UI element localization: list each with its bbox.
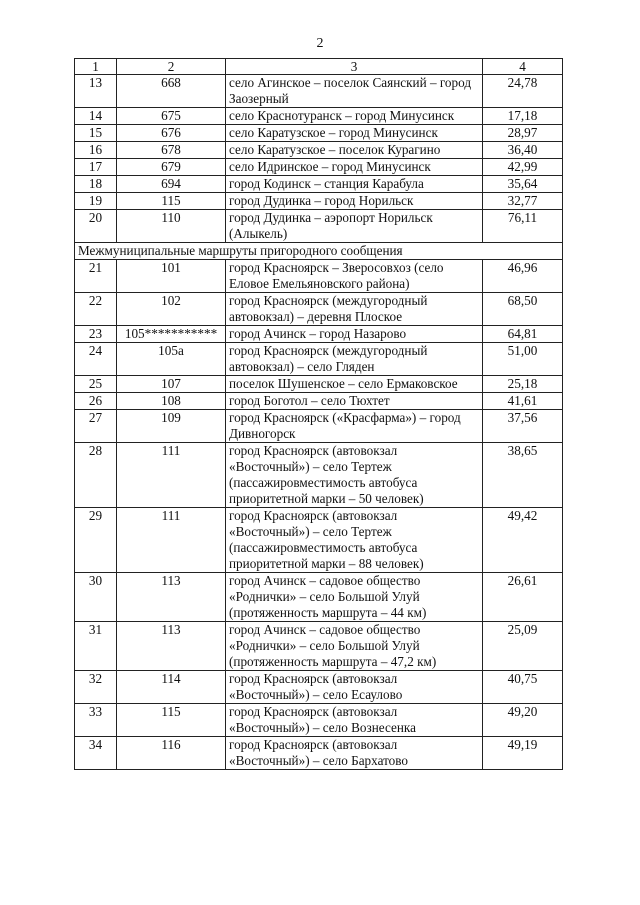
header-cell-3: 3: [226, 59, 483, 75]
route-code: 107: [117, 376, 226, 393]
route-value: 49,19: [483, 737, 563, 770]
route-description: город Красноярск (междугородный автовокзал) – село Гляден: [226, 343, 483, 376]
route-description: город Красноярск – Зверосовхоз (село Еловое Емельяновского района): [226, 260, 483, 293]
table-row: [75, 704, 563, 737]
route-code: 676: [117, 125, 226, 142]
route-value: 25,09: [483, 622, 563, 671]
route-code: 105***********: [117, 326, 226, 343]
table-row: [75, 508, 563, 573]
route-value: 64,81: [483, 326, 563, 343]
route-description: город Красноярск (автовокзал «Восточный») – село Тертеж (пассажировместимость автобуса приоритетной марки – 88 человек): [226, 508, 483, 573]
route-description: город Дудинка – город Норильск: [226, 193, 483, 210]
route-value: 38,65: [483, 443, 563, 508]
route-code: 113: [117, 573, 226, 622]
row-number: 21: [75, 260, 117, 293]
route-code: 102: [117, 293, 226, 326]
table-row: [75, 159, 563, 176]
route-code: 113: [117, 622, 226, 671]
routes-table: [74, 58, 563, 770]
route-code: 668: [117, 75, 226, 108]
table-row: [75, 210, 563, 243]
row-number: 31: [75, 622, 117, 671]
route-value: 26,61: [483, 573, 563, 622]
route-code: 114: [117, 671, 226, 704]
route-value: 76,11: [483, 210, 563, 243]
table-row: [75, 622, 563, 671]
route-value: 46,96: [483, 260, 563, 293]
route-value: 36,40: [483, 142, 563, 159]
route-description: город Красноярск («Красфарма») – город Дивногорск: [226, 410, 483, 443]
route-description: город Ачинск – город Назарово: [226, 326, 483, 343]
header-cell-1: 1: [75, 59, 117, 75]
route-value: 49,20: [483, 704, 563, 737]
row-number: 16: [75, 142, 117, 159]
row-number: 15: [75, 125, 117, 142]
route-code: 694: [117, 176, 226, 193]
route-code: 110: [117, 210, 226, 243]
table-row: [75, 443, 563, 508]
route-code: 111: [117, 508, 226, 573]
table-row: [75, 260, 563, 293]
route-description: село Агинское – поселок Саянский – город Заозерный: [226, 75, 483, 108]
table-row: [75, 293, 563, 326]
row-number: 28: [75, 443, 117, 508]
route-value: 40,75: [483, 671, 563, 704]
table-row: [75, 193, 563, 210]
route-value: 42,99: [483, 159, 563, 176]
row-number: 22: [75, 293, 117, 326]
route-description: село Каратузское – город Минусинск: [226, 125, 483, 142]
table-row: [75, 737, 563, 770]
row-number: 20: [75, 210, 117, 243]
table-row: [75, 125, 563, 142]
header-cell-4: 4: [483, 59, 563, 75]
route-code: 109: [117, 410, 226, 443]
row-number: 32: [75, 671, 117, 704]
route-description: город Красноярск (автовокзал «Восточный») – село Бархатово: [226, 737, 483, 770]
route-value: 37,56: [483, 410, 563, 443]
table-row: [75, 142, 563, 159]
row-number: 34: [75, 737, 117, 770]
route-value: 68,50: [483, 293, 563, 326]
route-value: 25,18: [483, 376, 563, 393]
row-number: 29: [75, 508, 117, 573]
table-row: [75, 108, 563, 125]
route-value: 41,61: [483, 393, 563, 410]
route-value: 24,78: [483, 75, 563, 108]
section-title: Межмуниципальные маршруты пригородного сообщения: [75, 243, 563, 260]
page-number: 2: [316, 36, 324, 51]
route-code: 679: [117, 159, 226, 176]
route-code: 116: [117, 737, 226, 770]
route-value: 28,97: [483, 125, 563, 142]
route-description: город Боготол – село Тюхтет: [226, 393, 483, 410]
route-description: город Красноярск (междугородный автовокзал) – деревня Плоское: [226, 293, 483, 326]
row-number: 33: [75, 704, 117, 737]
table-row: [75, 326, 563, 343]
header-cell-2: 2: [117, 59, 226, 75]
route-code: 675: [117, 108, 226, 125]
route-value: 51,00: [483, 343, 563, 376]
route-code: 678: [117, 142, 226, 159]
row-number: 18: [75, 176, 117, 193]
route-code: 115: [117, 193, 226, 210]
table-row: [75, 176, 563, 193]
row-number: 13: [75, 75, 117, 108]
table-row: [75, 393, 563, 410]
route-code: 105а: [117, 343, 226, 376]
table-row: [75, 410, 563, 443]
route-code: 115: [117, 704, 226, 737]
section-row: [75, 243, 563, 260]
row-number: 23: [75, 326, 117, 343]
route-code: 101: [117, 260, 226, 293]
table-row: [75, 671, 563, 704]
table-header-row: [75, 59, 563, 75]
row-number: 19: [75, 193, 117, 210]
row-number: 14: [75, 108, 117, 125]
route-value: 35,64: [483, 176, 563, 193]
route-description: город Дудинка – аэропорт Норильск (Алыкель): [226, 210, 483, 243]
route-value: 17,18: [483, 108, 563, 125]
table-row: [75, 343, 563, 376]
row-number: 30: [75, 573, 117, 622]
route-code: 111: [117, 443, 226, 508]
route-value: 32,77: [483, 193, 563, 210]
route-description: село Краснотуранск – город Минусинск: [226, 108, 483, 125]
route-description: город Красноярск (автовокзал «Восточный») – село Вознесенка: [226, 704, 483, 737]
row-number: 24: [75, 343, 117, 376]
table-row: [75, 573, 563, 622]
route-description: поселок Шушенское – село Ермаковское: [226, 376, 483, 393]
route-description: город Ачинск – садовое общество «Роднички» – село Большой Улуй (протяженность маршрута – 44 км): [226, 573, 483, 622]
route-code: 108: [117, 393, 226, 410]
row-number: 25: [75, 376, 117, 393]
route-description: город Ачинск – садовое общество «Роднички» – село Большой Улуй (протяженность маршрута – 47,2 км): [226, 622, 483, 671]
row-number: 27: [75, 410, 117, 443]
route-description: город Красноярск (автовокзал «Восточный») – село Есаулово: [226, 671, 483, 704]
route-value: 49,42: [483, 508, 563, 573]
route-description: город Красноярск (автовокзал «Восточный») – село Тертеж (пассажировместимость автобуса приоритетной марки – 50 человек): [226, 443, 483, 508]
route-description: село Идринское – город Минусинск: [226, 159, 483, 176]
table-row: [75, 75, 563, 108]
route-description: город Кодинск – станция Карабула: [226, 176, 483, 193]
row-number: 17: [75, 159, 117, 176]
table-row: [75, 376, 563, 393]
row-number: 26: [75, 393, 117, 410]
route-description: село Каратузское – поселок Курагино: [226, 142, 483, 159]
